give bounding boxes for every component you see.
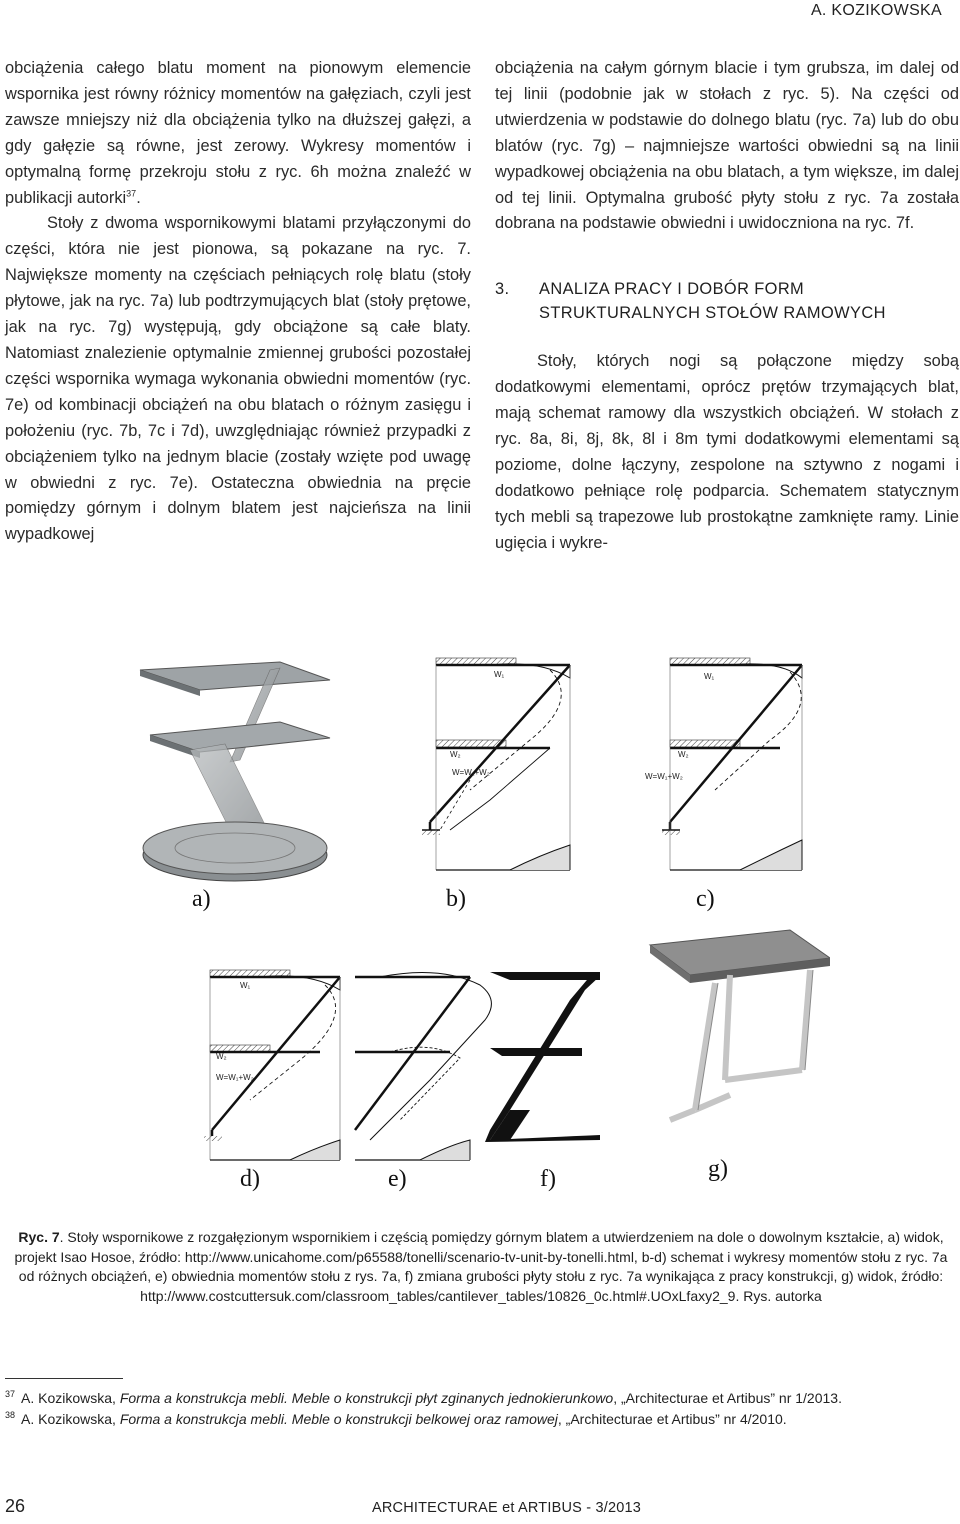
load-label-w2-d: W₂ [216, 1052, 227, 1061]
caption-label: Ryc. 7 [18, 1229, 60, 1245]
load-label-wsum-c: W=W₁+W₂ [645, 772, 683, 781]
section-heading [495, 277, 959, 325]
diagram-b [422, 658, 570, 870]
left-column [5, 56, 471, 548]
load-label-w1-c: W₁ [704, 672, 715, 681]
page-number: 26 [5, 1496, 26, 1516]
load-label-w2-b: W₂ [450, 750, 461, 759]
panel-label-a: a) [192, 886, 211, 912]
footnote-rule [5, 1378, 123, 1379]
diagram-e [355, 973, 491, 1161]
caption-text: . Stoły wspornikowe z rozgałęzionym wspornikiem i częścią pomiędzy górnym blatem a utwierdzeniem na dole o dowolnym kształcie, a) widok, projekt Isao Hosoe, źródło: http://www.unicahome.com/p65588/tonelli/scenario-tv-unit-by-tonelli.html, b-d) schemat i wykresy momentów stołu z ryc. 7a od różnych obciążeń, e) obwiednia momentów stołu z rys. 7a, f) zmiana grubości płyty stołu z ryc. 7a wynikająca z pracy konstrukcji, g) widok, źródło: http://www.costcuttersuk.com/classroom_tables/cantilever_tables/10826_0c.html#.UOxLfaxy2_9. Rys. autorka [14, 1229, 948, 1304]
load-label-w2-c: W₂ [678, 750, 689, 759]
footnote-ref-37[interactable]: 37 [126, 188, 137, 199]
figure-drawings [130, 640, 830, 1200]
diagram-d [204, 970, 340, 1160]
right-column [495, 56, 959, 557]
panel-label-c: c) [696, 886, 715, 912]
right-paragraph-1: obciążenia na całym górnym blacie i tym grubsza, im dalej od tej linii (podobnie jak w stołach z ryc. 5). Na części od utwierdzenia w podstawie do dolnego blatu (ryc. 7a) lub do obu blatów (ryc. 7g) – najmniejsze wartości obwiedni są na linii wypadkowej obciążenia na obu blatach, a tym większe, im dalej od tej linii. Optymalna grubość płyty stołu z ryc. 7a została dobrana na podstawie obwiedni i uwidoczniona na ryc. 7f. [495, 59, 959, 233]
panel-label-g: g) [708, 1156, 728, 1182]
footnotes [5, 1388, 955, 1430]
section-title: ANALIZA PRACY I DOBÓR FORM STRUKTURALNYCH STOŁÓW RAMOWYCH [539, 280, 886, 323]
diagram-f [485, 972, 600, 1142]
section-number: 3. [495, 280, 510, 299]
panel-label-b: b) [446, 886, 466, 912]
footnote-38: $^{38}$ A. Kozikowska, Forma a konstrukcja mebli. Meble o konstrukcji belkowej oraz ramowej, „Architecturae et Artibus” nr 4/2010. [5, 1410, 787, 1427]
load-label-w1-d: W₁ [240, 981, 251, 990]
footnote-37: $^{37}$ A. Kozikowska, Forma a konstrukcja mebli. Meble o konstrukcji płyt zginanych jednokierunkowo, „Architecturae et Artibus” nr 1/2013. [5, 1389, 842, 1406]
load-label-w1-b: W₁ [494, 670, 505, 679]
photo-glass-table [140, 662, 330, 881]
journal-footer: ARCHITECTURAE et ARTIBUS - 3/2013 [372, 1500, 642, 1516]
figure-7 [130, 640, 830, 1200]
running-header: A. KOZIKOWSKA [810, 2, 942, 19]
photo-cantilever-desk [650, 930, 830, 1120]
right-paragraph-2: Stoły, których nogi są połączone między sobą dodatkowymi elementami, oprócz prętów trzymających blat, mają schemat ramowy dla wszystkich obciążeń. W stołach z ryc. 8a, 8i, 8j, 8k, 8l i 8m tymi dodatkowymi elementami są poziome, dolne łączyny, zespolone na sztywno z nogami i dodatkowo pełniące rolę podparcia. Schematem statycznym tych mebli są trapezowe lub prostokątne zamknięte ramy. Linie ugięcia i wykre- [495, 352, 959, 552]
load-label-wsum-b: W=W₁+W₂ [452, 768, 490, 777]
panel-label-f: f) [540, 1166, 556, 1192]
load-label-wsum-d: W=W₁+W₂ [216, 1073, 254, 1082]
diagram-c [662, 658, 802, 870]
panel-label-e: e) [388, 1166, 407, 1192]
panel-label-d: d) [240, 1166, 260, 1192]
left-paragraph-2: Stoły z dwoma wspornikowymi blatami przyłączonymi do części, która nie jest pionowa, są pokazane na ryc. 7. Największe momenty na częściach pełniących rolę blatu (stoły płytowe, jak na ryc. 7a) lub podtrzymujących blat (stoły prętowe, jak na ryc. 7g) występują, gdy obciążone są całe blaty. Natomiast znalezienie optymalnie zmiennej grubości pozostałej części wspornika wymaga wykonania obwiedni momentów (ryc. 7e) od kombinacji obciążeń na obu blatach o różnym zasięgu i położeniu (ryc. 7b, 7c i 7d), uwzględniając również przypadki z obciążeniem tylko na jednym blacie (zostały wzięte pod uwagę w obwiedni z ryc. 7e). Ostateczna obwiednia na pręcie pomiędzy górnym i dolnym blatem jest najcieńsza na linii wypadkowej [5, 214, 471, 544]
figure-caption [5, 1228, 957, 1306]
left-paragraph-1: obciążenia całego blatu moment na pionowym elemencie wspornika jest równy różnicy momentów na gałęziach, czyli jest zawsze mniejszy niż dla obciążenia tylko na dłuższej gałęzi, a gdy gałęzie są równe, jest zerowy. Wykresy momentów i optymalną formę przekroju stołu z ryc. 6h można znaleźć w publikacji autorki$^{37}$. [5, 59, 471, 207]
